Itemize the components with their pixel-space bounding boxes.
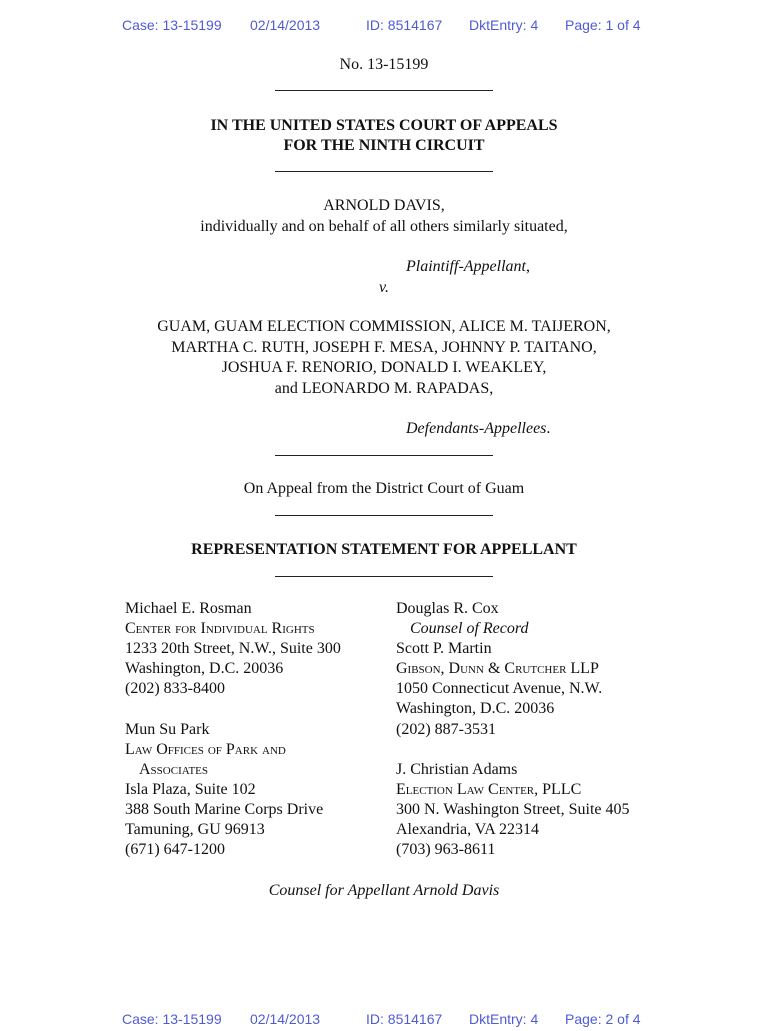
plaintiff-description: individually and on behalf of all others similarly situated,	[200, 218, 568, 235]
spacer	[125, 699, 341, 719]
spacer	[396, 740, 630, 760]
counsel-address: Washington, D.C. 20036	[396, 700, 555, 718]
counsel-name: Scott P. Martin	[396, 640, 492, 658]
docket-header-top	[0, 17, 768, 37]
counsel-address: 1050 Connecticut Avenue, N.W.	[396, 680, 603, 698]
counsel-name: J. Christian Adams	[396, 760, 518, 778]
defendants-line-3: JOSHUA F. RENORIO, DONALD I. WEAKLEY,	[221, 359, 547, 376]
document-id-stamp: ID: 8514167	[366, 1011, 443, 1027]
counsel-name: Mun Su Park	[125, 720, 210, 738]
counsel-address: Washington, D.C. 20036	[125, 660, 284, 678]
plaintiff-role-punct: ,	[525, 258, 530, 275]
counsel-for: Counsel for Appellant Arnold Davis	[268, 882, 500, 899]
defendants-role	[406, 419, 550, 439]
counsel-role: Counsel of Record	[410, 620, 529, 638]
document-id-stamp: ID: 8514167	[366, 17, 443, 33]
counsel-address: 1233 20th Street, N.W., Suite 300	[125, 640, 341, 658]
counsel-phone: (202) 887-3531	[396, 720, 496, 738]
court-name-line-2: FOR THE NINTH CIRCUIT	[283, 137, 485, 154]
page-count-stamp: Page: 1 of 4	[565, 17, 641, 33]
counsel-name: Michael E. Rosman	[125, 600, 252, 617]
case-number: No. 13-15199	[339, 56, 429, 73]
counsel-address: Isla Plaza, Suite 102	[125, 780, 256, 798]
filing-date-stamp: 02/14/2013	[250, 1011, 321, 1027]
counsel-firm: Associates	[139, 760, 209, 778]
counsel-address: Alexandria, VA 22314	[396, 821, 539, 839]
defendants-role-label: Defendants-Appellees	[406, 420, 547, 437]
filing-date-stamp: 02/14/2013	[250, 17, 321, 33]
case-number-stamp: Case: 13-15199	[122, 1011, 222, 1027]
counsel-firm: Center for Individual Rights	[125, 620, 315, 638]
divider	[275, 455, 493, 456]
counsel-phone: (202) 833-8400	[125, 680, 225, 698]
docket-header-bottom	[0, 1011, 768, 1031]
plaintiff-name: ARNOLD DAVIS,	[323, 197, 445, 214]
divider	[275, 576, 493, 577]
counsel-firm: Law Offices of Park and	[125, 740, 286, 758]
case-number-stamp: Case: 13-15199	[122, 17, 222, 33]
page-count-stamp: Page: 2 of 4	[565, 1011, 641, 1027]
counsel-address: 300 N. Washington Street, Suite 405	[396, 800, 630, 818]
versus: v.	[379, 279, 389, 296]
counsel-right-column	[396, 599, 630, 860]
counsel-left-column	[125, 599, 341, 860]
counsel-firm: Gibson, Dunn & Crutcher LLP	[396, 660, 599, 678]
defendants-line-2: MARTHA C. RUTH, JOSEPH F. MESA, JOHNNY P. TAITANO,	[171, 339, 597, 356]
counsel-name: Douglas R. Cox	[396, 600, 499, 617]
court-name-line-1: IN THE UNITED STATES COURT OF APPEALS	[210, 117, 558, 134]
appeal-from: On Appeal from the District Court of Guam	[243, 480, 525, 497]
divider	[275, 515, 493, 516]
divider	[275, 90, 493, 91]
plaintiff-role-label: Plaintiff-Appellant	[406, 258, 526, 275]
divider	[275, 171, 493, 172]
docket-entry-stamp: DktEntry: 4	[469, 17, 539, 33]
defendants-role-punct: .	[546, 420, 551, 437]
counsel-address: 388 South Marine Corps Drive	[125, 800, 324, 818]
document-title: REPRESENTATION STATEMENT FOR APPELLANT	[191, 541, 577, 558]
docket-entry-stamp: DktEntry: 4	[469, 1011, 539, 1027]
counsel-phone: (671) 647-1200	[125, 841, 225, 859]
defendants-line-4: and LEONARDO M. RAPADAS,	[274, 380, 494, 397]
defendants-line-1: GUAM, GUAM ELECTION COMMISSION, ALICE M. TAIJERON,	[157, 318, 611, 335]
counsel-firm: Election Law Center, PLLC	[396, 780, 582, 798]
plaintiff-role	[406, 257, 530, 277]
counsel-address: Tamuning, GU 96913	[125, 821, 265, 839]
counsel-phone: (703) 963-8611	[396, 841, 496, 859]
